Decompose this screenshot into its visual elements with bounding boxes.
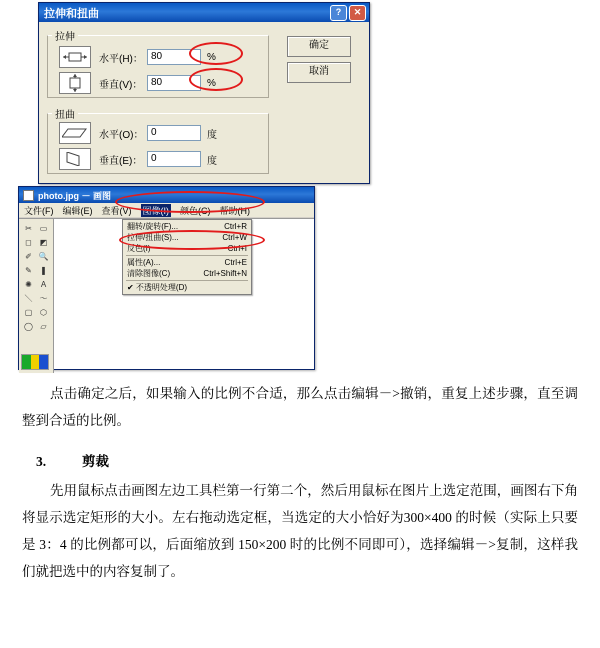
pick-color-icon[interactable]: ✐: [21, 249, 36, 263]
stretch-vertical-label: 垂直(V)：: [99, 79, 143, 91]
menu-item-accel: Ctrl+Shift+N: [203, 269, 247, 278]
skew-horizontal-label: 水平(O)：: [99, 129, 144, 141]
skew-vertical-input[interactable]: 0: [147, 151, 201, 167]
skew-vertical-row: [59, 148, 217, 170]
menu-item-stretch-skew[interactable]: [123, 232, 251, 243]
menu-item-clear-image[interactable]: [123, 268, 251, 279]
menu-help[interactable]: 帮助(H): [219, 205, 250, 216]
menu-separator: [126, 255, 248, 256]
stretch-vertical-icon: [59, 72, 91, 94]
paint-toolbox: [19, 219, 54, 373]
magnifier-icon[interactable]: 🔍: [36, 249, 51, 263]
line-icon[interactable]: ＼: [21, 291, 36, 305]
skew-horizontal-unit: 度: [207, 129, 217, 141]
menu-file[interactable]: 文件(F): [24, 205, 54, 216]
fill-icon[interactable]: ◩: [36, 235, 51, 249]
menu-item-attributes[interactable]: [123, 257, 251, 268]
cancel-button[interactable]: 取消: [287, 62, 351, 83]
airbrush-icon[interactable]: ✺: [21, 277, 36, 291]
paint-window: [18, 186, 315, 370]
menu-item-label: 翻转/旋转(F)...: [127, 222, 179, 231]
paragraph-1: 点击确定之后，如果输入的比例不合适，那么点击编辑－>撤销，重复上述步骤，直至调整到合适的比例。: [22, 386, 578, 428]
paint-title-text: photo.jpg － 画图: [38, 190, 111, 201]
stretch-horizontal-unit: %: [207, 51, 216, 63]
dialog-body: [39, 22, 369, 182]
dialog-titlebar: [39, 3, 369, 22]
menu-item-draw-opaque[interactable]: [123, 282, 251, 293]
polygon-icon[interactable]: ⬡: [36, 305, 51, 319]
curve-icon[interactable]: ～: [36, 291, 51, 305]
image-dropdown-menu[interactable]: [122, 219, 252, 295]
skew-horizontal-row: [59, 122, 217, 144]
paint-titlebar: [19, 187, 314, 203]
palette-green[interactable]: [22, 355, 31, 369]
skew-vertical-unit: 度: [207, 155, 217, 167]
paint-canvas-area: [19, 218, 314, 369]
rect-select-icon[interactable]: ▭: [36, 221, 51, 235]
rounded-rect-icon[interactable]: ▱: [36, 319, 51, 333]
menu-item-accel: Ctrl+I: [227, 244, 247, 253]
pencil-icon[interactable]: ✎: [21, 263, 36, 277]
stretch-horizontal-icon: [59, 46, 91, 68]
menu-item-flip-rotate[interactable]: [123, 221, 251, 232]
dialog-title: 拉伸和扭曲: [44, 7, 99, 20]
stretch-horizontal-row: [59, 46, 216, 68]
rectangle-icon[interactable]: ▢: [21, 305, 36, 319]
skew-group-label: 扭曲: [55, 110, 75, 121]
menu-item-invert-colors[interactable]: [123, 243, 251, 254]
stretch-vertical-unit: %: [207, 77, 216, 89]
menu-item-accel: Ctrl+R: [224, 222, 247, 231]
menu-item-label: 拉伸/扭曲(S)...: [127, 233, 179, 242]
paint-menubar: [19, 203, 314, 218]
menu-edit[interactable]: 编辑(E): [62, 205, 93, 216]
ellipse-icon[interactable]: ◯: [21, 319, 36, 333]
paragraph-2: 先用鼠标点击画图左边工具栏第一行第二个，然后用鼠标在图片上选定范围，画图右下角将显示选定矩形的大小。左右拖动选定框，当选定的大小恰好为300×400 的时候（实际上只要是 3：4 的比例都可以，后面缩放到 150×200 时的比例不同即可），选择编辑－>复制，这样我们就把选中的内容复制了。: [22, 483, 578, 579]
stretch-vertical-input[interactable]: 80: [147, 75, 201, 91]
menu-image[interactable]: 图像(I): [142, 205, 169, 216]
section-heading: [22, 448, 578, 475]
paint-app-icon: [23, 190, 34, 201]
palette-yellow[interactable]: [31, 355, 40, 369]
stretch-horizontal-label: 水平(H)：: [99, 53, 143, 65]
menu-item-label: 属性(A)...: [127, 258, 161, 267]
skew-vertical-label: 垂直(E)：: [99, 155, 143, 167]
ok-button[interactable]: 确定: [287, 36, 351, 57]
brush-icon[interactable]: ❚: [36, 263, 51, 277]
skew-horizontal-icon: [59, 122, 91, 144]
section-number: 3.: [36, 454, 47, 469]
menu-item-accel: Ctrl+E: [224, 258, 247, 267]
menu-view[interactable]: 查看(V): [101, 205, 132, 216]
stretch-vertical-row: [59, 72, 216, 94]
section-title: 剪裁: [82, 454, 109, 469]
menu-item-label: ✔ 不透明处理(D): [127, 283, 188, 292]
free-select-icon[interactable]: ✂: [21, 221, 36, 235]
menu-item-label: 清除图像(C): [127, 269, 171, 278]
skew-vertical-icon: [59, 148, 91, 170]
titlebar-buttons: [330, 5, 369, 21]
color-palette[interactable]: [21, 354, 49, 370]
text-icon[interactable]: A: [36, 277, 51, 291]
stretch-group-label: 拉伸: [55, 32, 75, 43]
stretch-horizontal-input[interactable]: 80: [147, 49, 201, 65]
help-icon[interactable]: ?: [330, 5, 347, 21]
skew-horizontal-input[interactable]: 0: [147, 125, 201, 141]
eraser-icon[interactable]: ◻: [21, 235, 36, 249]
document-text: [22, 380, 578, 589]
palette-blue[interactable]: [39, 355, 48, 369]
close-icon[interactable]: ✕: [349, 5, 366, 21]
menu-separator: [126, 280, 248, 281]
menu-colors[interactable]: 颜色(C): [180, 205, 211, 216]
menu-item-accel: Ctrl+W: [222, 233, 247, 242]
menu-item-label: 反色(I): [127, 244, 151, 253]
stretch-skew-dialog: [38, 2, 370, 184]
